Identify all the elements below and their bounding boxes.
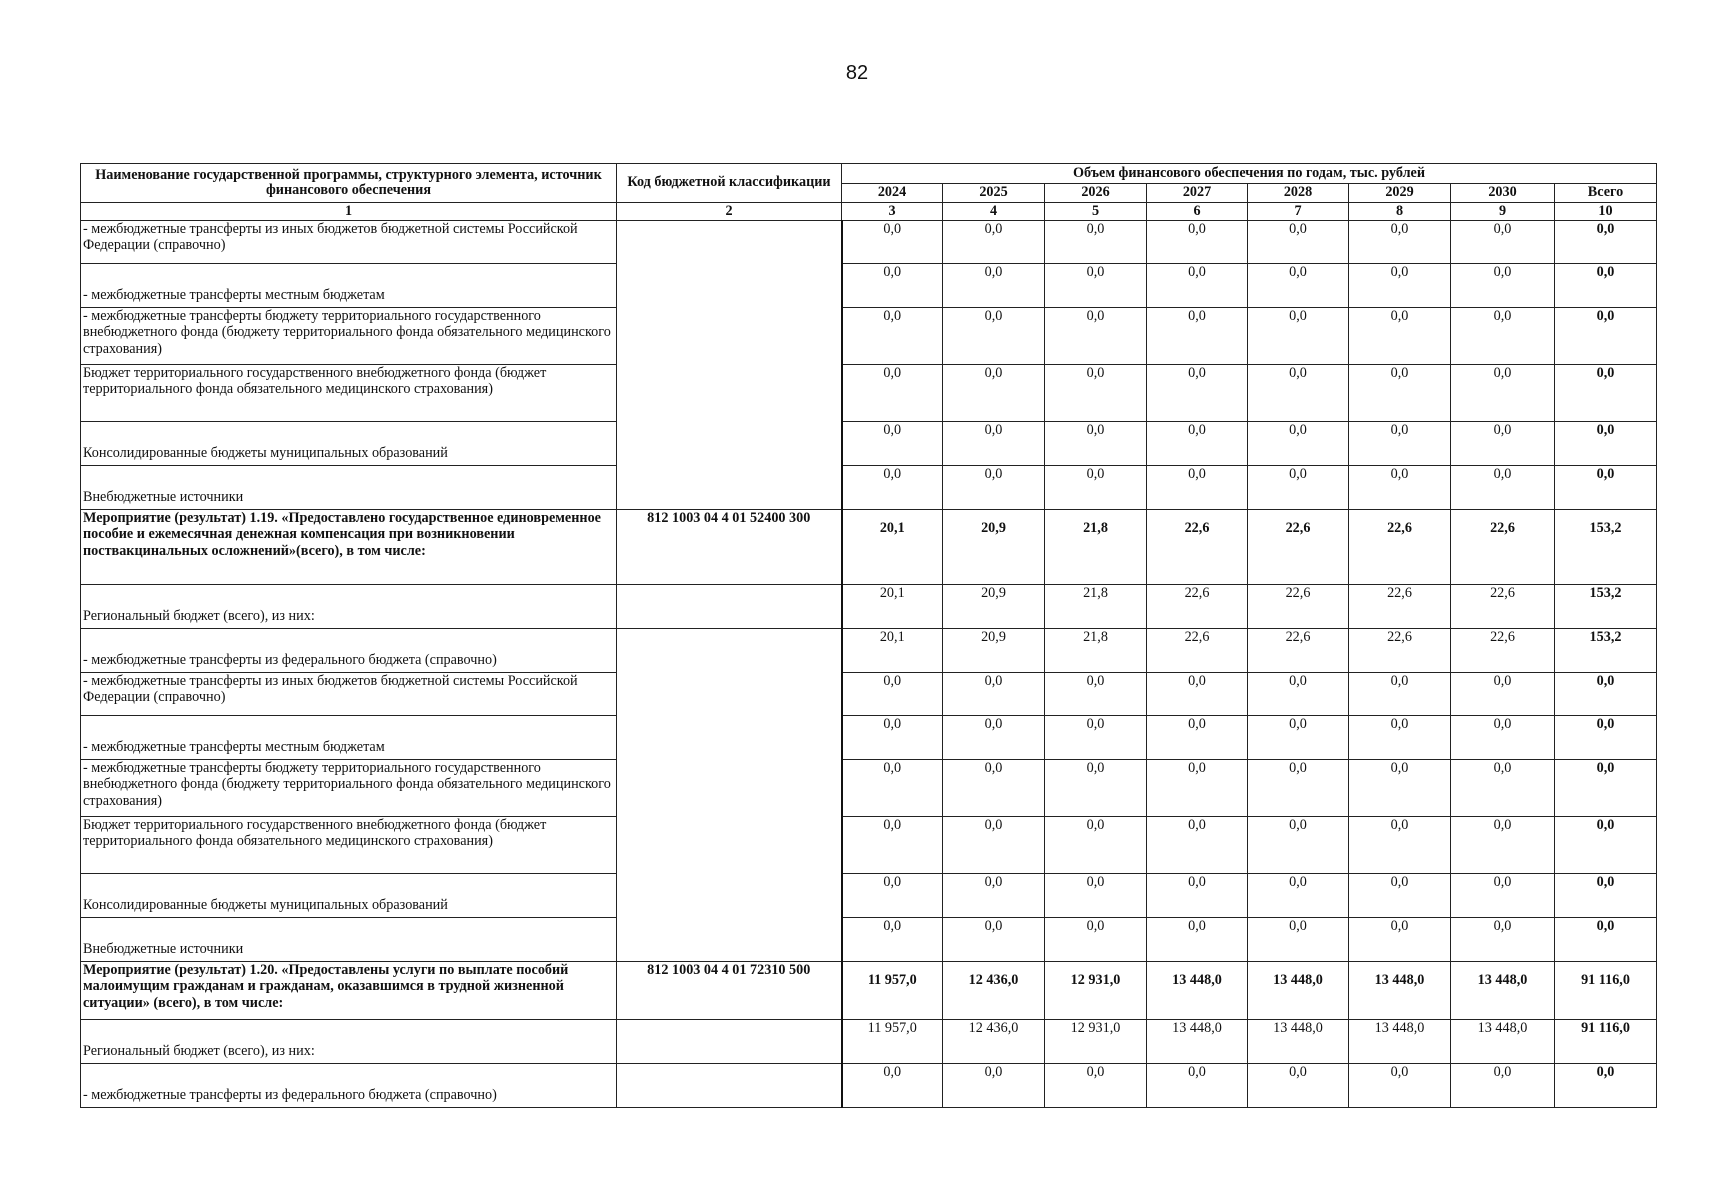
- table-row: [81, 308, 1657, 365]
- year-value: 0,0: [943, 760, 1045, 817]
- year-value: 0,0: [842, 365, 943, 422]
- year-value: 0,0: [1349, 716, 1451, 760]
- budget-code-cell: [617, 585, 842, 629]
- total-value: 153,2: [1555, 510, 1657, 585]
- total-value: 0,0: [1555, 673, 1657, 716]
- year-value: 0,0: [1248, 673, 1349, 716]
- year-value: 0,0: [1451, 221, 1555, 264]
- year-value: 0,0: [943, 308, 1045, 365]
- year-value: 22,6: [1349, 510, 1451, 585]
- header-year: 2024: [842, 184, 943, 203]
- year-value: 20,9: [943, 510, 1045, 585]
- year-value: 0,0: [1045, 466, 1147, 510]
- year-value: 13 448,0: [1349, 1020, 1451, 1064]
- table-row: [81, 918, 1657, 962]
- year-value: 0,0: [1045, 918, 1147, 962]
- table-row: [81, 760, 1657, 817]
- header-year: 2025: [943, 184, 1045, 203]
- column-number: 10: [1555, 203, 1657, 221]
- budget-code-cell: [617, 221, 842, 510]
- year-value: 0,0: [1248, 1064, 1349, 1108]
- year-value: 0,0: [1349, 1064, 1451, 1108]
- row-name: Консолидированные бюджеты муниципальных образований: [81, 874, 617, 918]
- total-value: 0,0: [1555, 308, 1657, 365]
- year-value: 0,0: [1045, 264, 1147, 308]
- year-value: 0,0: [1045, 874, 1147, 918]
- year-value: 22,6: [1147, 510, 1248, 585]
- year-value: 0,0: [1248, 422, 1349, 466]
- year-value: 20,1: [842, 510, 943, 585]
- header-total: Всего: [1555, 184, 1657, 203]
- row-name: - межбюджетные трансферты из федерального бюджета (справочно): [81, 1064, 617, 1108]
- year-value: 13 448,0: [1248, 1020, 1349, 1064]
- row-name: Бюджет территориального государственного внебюджетного фонда (бюджет территориального фонда обязательного медицинского страхования): [81, 817, 617, 874]
- year-value: 0,0: [1147, 918, 1248, 962]
- budget-code-cell: 812 1003 04 4 01 72310 500: [617, 962, 842, 1020]
- year-value: 22,6: [1349, 585, 1451, 629]
- column-number: 5: [1045, 203, 1147, 221]
- header-year: 2026: [1045, 184, 1147, 203]
- year-value: 0,0: [842, 466, 943, 510]
- year-value: 0,0: [1248, 365, 1349, 422]
- year-value: 20,1: [842, 585, 943, 629]
- year-value: 0,0: [1349, 918, 1451, 962]
- year-value: 0,0: [842, 716, 943, 760]
- year-value: 0,0: [1147, 1064, 1248, 1108]
- year-value: 0,0: [1248, 221, 1349, 264]
- column-number: 8: [1349, 203, 1451, 221]
- year-value: 0,0: [1451, 918, 1555, 962]
- year-value: 0,0: [943, 817, 1045, 874]
- year-value: 0,0: [943, 673, 1045, 716]
- column-number: 3: [842, 203, 943, 221]
- total-value: 0,0: [1555, 1064, 1657, 1108]
- year-value: 22,6: [1451, 629, 1555, 673]
- year-value: 0,0: [943, 716, 1045, 760]
- row-name: - межбюджетные трансферты из иных бюджетов бюджетной системы Российской Федерации (справочно): [81, 221, 617, 264]
- year-value: 0,0: [943, 918, 1045, 962]
- year-value: 0,0: [1451, 874, 1555, 918]
- table-row: [81, 673, 1657, 716]
- total-value: 0,0: [1555, 918, 1657, 962]
- column-number: 1: [81, 203, 617, 221]
- year-value: 0,0: [1045, 221, 1147, 264]
- year-value: 0,0: [1349, 365, 1451, 422]
- year-value: 0,0: [842, 874, 943, 918]
- table-row: [81, 1064, 1657, 1108]
- total-value: 153,2: [1555, 585, 1657, 629]
- year-value: 22,6: [1147, 585, 1248, 629]
- year-value: 22,6: [1451, 585, 1555, 629]
- table-row: [81, 585, 1657, 629]
- year-value: 0,0: [842, 221, 943, 264]
- year-value: 0,0: [1248, 760, 1349, 817]
- year-value: 0,0: [1451, 817, 1555, 874]
- total-value: 91 116,0: [1555, 962, 1657, 1020]
- year-value: 0,0: [943, 1064, 1045, 1108]
- year-value: 0,0: [1045, 716, 1147, 760]
- table-row: [81, 264, 1657, 308]
- table-row: [81, 365, 1657, 422]
- year-value: 0,0: [1147, 817, 1248, 874]
- year-value: 0,0: [1349, 264, 1451, 308]
- budget-code-cell: [617, 629, 842, 962]
- row-name: Мероприятие (результат) 1.20. «Предоставлены услуги по выплате пособий малоимущим гражданам и гражданам, оказавшимся в трудной жизненной ситуации» (всего), в том числе:: [81, 962, 617, 1020]
- year-value: 0,0: [842, 817, 943, 874]
- year-value: 0,0: [943, 466, 1045, 510]
- total-value: 0,0: [1555, 466, 1657, 510]
- year-value: 0,0: [1349, 221, 1451, 264]
- table-row: [81, 466, 1657, 510]
- budget-code-cell: [617, 1020, 842, 1064]
- row-name: - межбюджетные трансферты местным бюджетам: [81, 264, 617, 308]
- year-value: 13 448,0: [1147, 962, 1248, 1020]
- row-name: Бюджет территориального государственного внебюджетного фонда (бюджет территориального фонда обязательного медицинского страхования): [81, 365, 617, 422]
- year-value: 0,0: [1248, 874, 1349, 918]
- year-value: 0,0: [1248, 918, 1349, 962]
- header-year: 2027: [1147, 184, 1248, 203]
- year-value: 0,0: [943, 221, 1045, 264]
- total-value: 0,0: [1555, 365, 1657, 422]
- year-value: 12 931,0: [1045, 1020, 1147, 1064]
- year-value: 22,6: [1248, 585, 1349, 629]
- year-value: 0,0: [1248, 716, 1349, 760]
- year-value: 0,0: [1248, 308, 1349, 365]
- year-value: 0,0: [1045, 760, 1147, 817]
- year-value: 0,0: [842, 264, 943, 308]
- year-value: 0,0: [1147, 365, 1248, 422]
- year-value: 13 448,0: [1147, 1020, 1248, 1064]
- table-row: [81, 221, 1657, 264]
- table-row: [81, 874, 1657, 918]
- year-value: 22,6: [1349, 629, 1451, 673]
- row-name: Региональный бюджет (всего), из них:: [81, 1020, 617, 1064]
- table-row: [81, 716, 1657, 760]
- year-value: 13 448,0: [1451, 962, 1555, 1020]
- year-value: 0,0: [1147, 760, 1248, 817]
- year-value: 0,0: [1349, 760, 1451, 817]
- total-value: 153,2: [1555, 629, 1657, 673]
- year-value: 0,0: [1147, 466, 1248, 510]
- year-value: 0,0: [1349, 874, 1451, 918]
- column-number: 7: [1248, 203, 1349, 221]
- table-row: [81, 422, 1657, 466]
- year-value: 0,0: [943, 264, 1045, 308]
- total-value: 0,0: [1555, 264, 1657, 308]
- header-year: 2029: [1349, 184, 1451, 203]
- year-value: 0,0: [1349, 308, 1451, 365]
- year-value: 0,0: [842, 1064, 943, 1108]
- year-value: 0,0: [1147, 673, 1248, 716]
- year-value: 0,0: [842, 308, 943, 365]
- budget-code-cell: 812 1003 04 4 01 52400 300: [617, 510, 842, 585]
- header-code: Код бюджетной классификации: [617, 164, 842, 203]
- header-year: 2028: [1248, 184, 1349, 203]
- total-value: 0,0: [1555, 874, 1657, 918]
- table-row: [81, 629, 1657, 673]
- year-value: 0,0: [1045, 817, 1147, 874]
- year-value: 22,6: [1451, 510, 1555, 585]
- column-number: 4: [943, 203, 1045, 221]
- year-value: 0,0: [1349, 466, 1451, 510]
- year-value: 0,0: [1248, 466, 1349, 510]
- year-value: 0,0: [842, 918, 943, 962]
- year-value: 13 448,0: [1349, 962, 1451, 1020]
- table-row: [81, 962, 1657, 1020]
- year-value: 0,0: [943, 422, 1045, 466]
- row-name: - межбюджетные трансферты местным бюджетам: [81, 716, 617, 760]
- column-number: 9: [1451, 203, 1555, 221]
- year-value: 21,8: [1045, 629, 1147, 673]
- table-row: [81, 1020, 1657, 1064]
- year-value: 0,0: [1349, 673, 1451, 716]
- year-value: 0,0: [1451, 264, 1555, 308]
- financing-table: [80, 163, 1657, 1108]
- year-value: 21,8: [1045, 585, 1147, 629]
- row-name: - межбюджетные трансферты бюджету территориального государственного внебюджетного фонда (бюджету территориального фонда обязательного медицинского страхования): [81, 308, 617, 365]
- page-number: 82: [845, 62, 869, 84]
- header-volume: Объем финансового обеспечения по годам, тыс. рублей: [842, 164, 1657, 184]
- year-value: 22,6: [1147, 629, 1248, 673]
- year-value: 0,0: [1147, 422, 1248, 466]
- row-name: Внебюджетные источники: [81, 466, 617, 510]
- year-value: 0,0: [1349, 817, 1451, 874]
- year-value: 0,0: [1147, 308, 1248, 365]
- year-value: 12 931,0: [1045, 962, 1147, 1020]
- year-value: 0,0: [1248, 264, 1349, 308]
- total-value: 0,0: [1555, 422, 1657, 466]
- year-value: 0,0: [1451, 760, 1555, 817]
- row-name: Региональный бюджет (всего), из них:: [81, 585, 617, 629]
- budget-code-cell: [617, 1064, 842, 1108]
- year-value: 0,0: [1248, 817, 1349, 874]
- year-value: 0,0: [1451, 422, 1555, 466]
- row-name: Внебюджетные источники: [81, 918, 617, 962]
- total-value: 0,0: [1555, 221, 1657, 264]
- year-value: 20,9: [943, 629, 1045, 673]
- year-value: 12 436,0: [943, 962, 1045, 1020]
- year-value: 0,0: [1045, 365, 1147, 422]
- year-value: 20,9: [943, 585, 1045, 629]
- year-value: 13 448,0: [1451, 1020, 1555, 1064]
- year-value: 0,0: [1045, 308, 1147, 365]
- year-value: 12 436,0: [943, 1020, 1045, 1064]
- row-name: Консолидированные бюджеты муниципальных образований: [81, 422, 617, 466]
- year-value: 0,0: [1451, 673, 1555, 716]
- year-value: 0,0: [1451, 716, 1555, 760]
- year-value: 0,0: [1045, 673, 1147, 716]
- total-value: 0,0: [1555, 716, 1657, 760]
- year-value: 22,6: [1248, 629, 1349, 673]
- column-number: 6: [1147, 203, 1248, 221]
- row-name: - межбюджетные трансферты бюджету территориального государственного внебюджетного фонда (бюджету территориального фонда обязательного медицинского страхования): [81, 760, 617, 817]
- year-value: 0,0: [943, 874, 1045, 918]
- row-name: - межбюджетные трансферты из иных бюджетов бюджетной системы Российской Федерации (справочно): [81, 673, 617, 716]
- year-value: 21,8: [1045, 510, 1147, 585]
- total-value: 91 116,0: [1555, 1020, 1657, 1064]
- year-value: 0,0: [1451, 466, 1555, 510]
- table-row: [81, 817, 1657, 874]
- year-value: 13 448,0: [1248, 962, 1349, 1020]
- year-value: 11 957,0: [842, 962, 943, 1020]
- year-value: 0,0: [1147, 264, 1248, 308]
- header-name: Наименование государственной программы, структурного элемента, источник финансового обеспечения: [81, 164, 617, 203]
- year-value: 0,0: [842, 673, 943, 716]
- table-row: [81, 510, 1657, 585]
- year-value: 0,0: [1045, 422, 1147, 466]
- year-value: 0,0: [1147, 221, 1248, 264]
- total-value: 0,0: [1555, 760, 1657, 817]
- year-value: 0,0: [943, 365, 1045, 422]
- year-value: 0,0: [1147, 716, 1248, 760]
- year-value: 0,0: [842, 760, 943, 817]
- year-value: 0,0: [1451, 365, 1555, 422]
- column-number: 2: [617, 203, 842, 221]
- year-value: 0,0: [1147, 874, 1248, 918]
- row-name: - межбюджетные трансферты из федерального бюджета (справочно): [81, 629, 617, 673]
- year-value: 0,0: [1451, 308, 1555, 365]
- year-value: 22,6: [1248, 510, 1349, 585]
- total-value: 0,0: [1555, 817, 1657, 874]
- year-value: 0,0: [842, 422, 943, 466]
- row-name: Мероприятие (результат) 1.19. «Предоставлено государственное единовременное пособие и ежемесячная денежная компенсация при возникновении поствакцинальных осложнений»(всего), в том числе:: [81, 510, 617, 585]
- year-value: 0,0: [1045, 1064, 1147, 1108]
- year-value: 0,0: [1349, 422, 1451, 466]
- header-year: 2030: [1451, 184, 1555, 203]
- year-value: 0,0: [1451, 1064, 1555, 1108]
- year-value: 11 957,0: [842, 1020, 943, 1064]
- year-value: 20,1: [842, 629, 943, 673]
